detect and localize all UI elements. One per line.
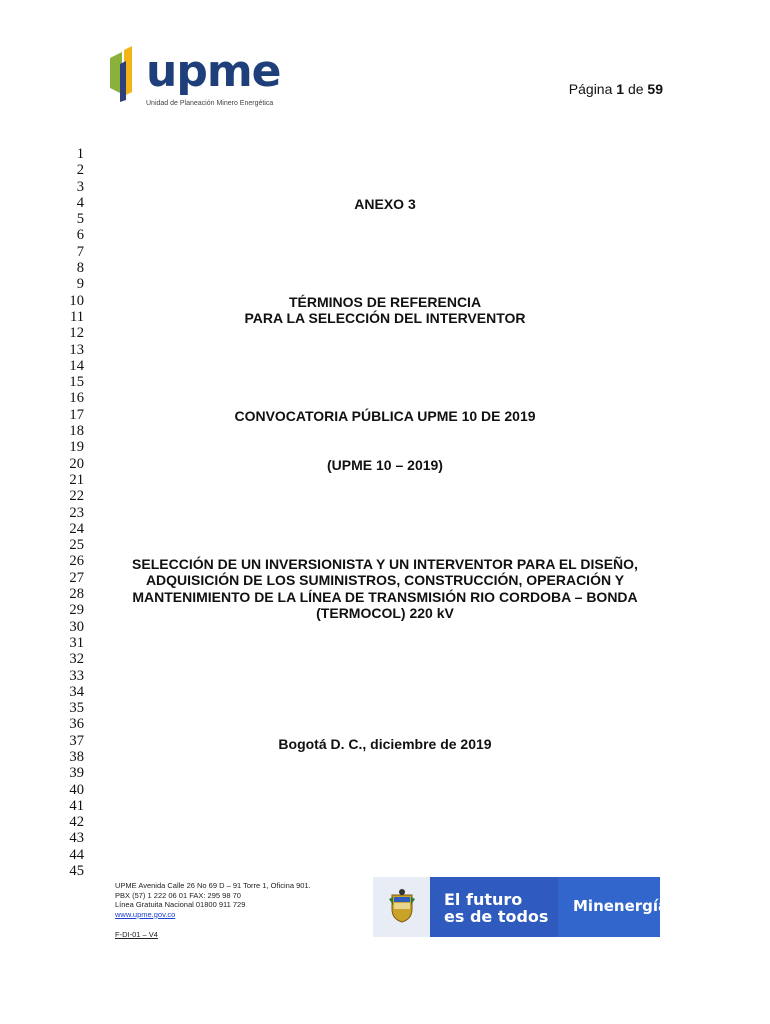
line-number: 18	[69, 423, 84, 440]
line-number: 23	[69, 504, 84, 521]
line-number: 10	[69, 292, 84, 309]
coat-of-arms-panel	[373, 877, 430, 937]
line-number: 43	[69, 830, 84, 847]
government-banner	[373, 877, 669, 937]
line-number: 37	[69, 732, 84, 749]
line-number: 26	[69, 553, 84, 570]
page-total: 59	[647, 81, 663, 97]
upme-logo	[106, 44, 281, 114]
line-number: 40	[69, 781, 84, 798]
place-date: Bogotá D. C., diciembre de 2019	[278, 736, 492, 752]
selection-line-3: MANTENIMIENTO DE LA LÍNEA DE TRANSMISIÓN RIO CORDOBA – BONDA	[132, 588, 638, 605]
footer-form-code: F-DI-01 – V4	[115, 930, 158, 940]
line-number: 2	[76, 162, 84, 179]
line-number: 25	[69, 537, 84, 554]
selection-line-4: (TERMOCOL) 220 kV	[316, 604, 454, 621]
line-number: 1	[76, 146, 84, 162]
line-number: 24	[69, 520, 84, 537]
line-number: 20	[69, 455, 84, 472]
line-number: 16	[69, 390, 84, 407]
footer-address: UPME Avenida Calle 26 No 69 D – 91 Torre 1, Oficina 901.	[115, 881, 311, 890]
terms-line-1: TÉRMINOS DE REFERENCIA	[288, 294, 482, 310]
line-number: 42	[69, 814, 84, 831]
line-number: 6	[76, 227, 84, 244]
terms-title	[100, 294, 670, 327]
logo-subtitle: Unidad de Planeación Minero Energética	[146, 100, 274, 107]
upme-mark-icon	[106, 44, 146, 104]
selection-line-1: SELECCIÓN DE UN INVERSIONISTA Y UN INTERVENTOR PARA EL DISEÑO,	[132, 556, 638, 572]
page-number	[569, 81, 663, 97]
line-number: 45	[69, 863, 84, 880]
line-number: 11	[69, 308, 84, 325]
selection-title	[100, 556, 670, 621]
line-number: 13	[69, 341, 84, 358]
footer-contact	[115, 881, 311, 940]
logo-wordmark: upme	[146, 46, 281, 97]
terms-line-2: PARA LA SELECCIÓN DEL INTERVENTOR	[244, 310, 526, 327]
page-sep: de	[627, 81, 644, 97]
line-number: 29	[69, 602, 84, 619]
call-code: (UPME 10 – 2019)	[327, 457, 443, 473]
line-number: 33	[69, 667, 84, 684]
line-number: 8	[76, 260, 84, 277]
line-number: 19	[69, 439, 84, 456]
page-current: 1	[616, 81, 625, 97]
line-number: 32	[69, 651, 84, 668]
line-number: 34	[69, 683, 84, 700]
line-number: 35	[69, 700, 84, 717]
line-number: 31	[69, 634, 84, 651]
coat-of-arms-icon	[389, 889, 415, 923]
line-number: 22	[69, 488, 84, 505]
line-number: 27	[69, 569, 84, 586]
tagline-line-1: El futuro	[444, 890, 523, 909]
line-number: 41	[69, 797, 84, 814]
line-number: 21	[69, 471, 84, 488]
line-number: 9	[76, 276, 84, 293]
tagline-panel	[430, 877, 558, 937]
footer-phone: PBX (57) 1 222 06 01 FAX: 295 98 70	[115, 890, 241, 900]
line-number: 3	[76, 178, 84, 195]
line-number: 38	[69, 748, 84, 765]
footer-website-link[interactable]: www.upme.gov.co	[115, 909, 176, 919]
line-number: 36	[69, 716, 84, 733]
line-number: 30	[69, 618, 84, 635]
call-title: CONVOCATORIA PÚBLICA UPME 10 DE 2019	[234, 408, 536, 424]
tagline-line-2: es de todos	[444, 907, 549, 926]
annex-title: ANEXO 3	[354, 196, 416, 212]
banner-tagline	[444, 891, 548, 925]
line-number: 17	[69, 406, 84, 423]
line-number: 15	[69, 374, 84, 391]
footer-toll-free: Línea Gratuita Nacional 01800 911 729	[115, 900, 246, 910]
line-numbers	[40, 146, 84, 879]
page-label: Página	[568, 81, 613, 97]
line-number: 4	[76, 194, 84, 211]
line-number: 44	[69, 846, 84, 863]
line-number: 5	[76, 211, 84, 228]
line-number: 28	[69, 586, 84, 603]
selection-line-2: ADQUISICIÓN DE LOS SUMINISTROS, CONSTRUCCIÓN, OPERACIÓN Y	[145, 572, 625, 589]
line-number: 39	[69, 765, 84, 782]
line-number: 12	[69, 325, 84, 342]
line-number: 14	[69, 357, 84, 374]
line-number: 7	[76, 243, 84, 260]
ministry-name: Minenergía	[573, 897, 669, 915]
